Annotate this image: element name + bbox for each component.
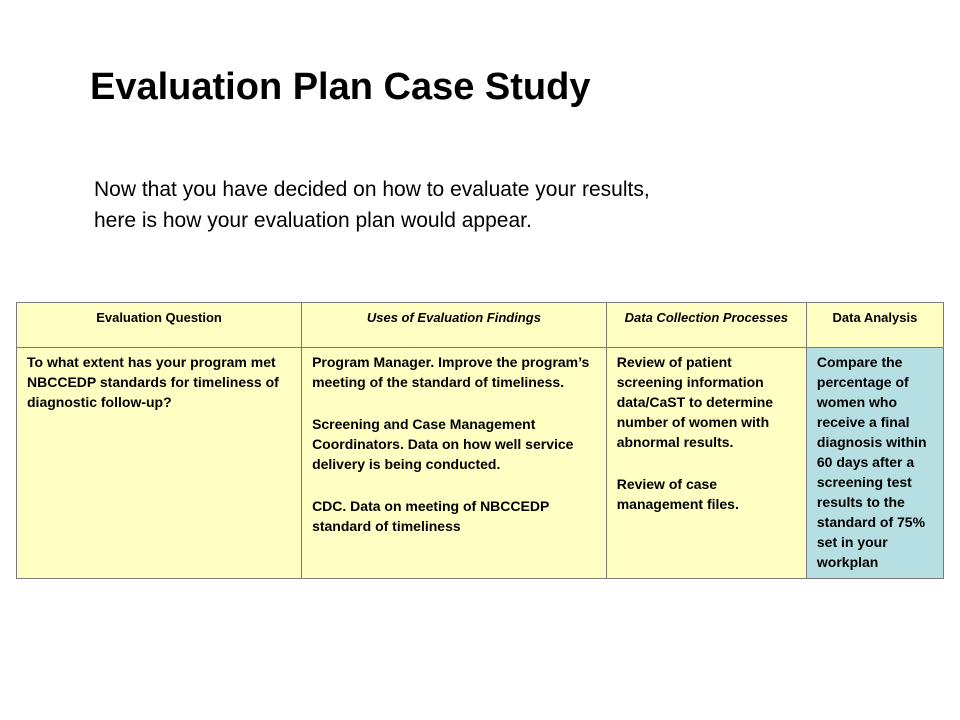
- evaluation-plan-table: [16, 302, 944, 579]
- table-header-row: [17, 303, 944, 348]
- use-cdc: CDC. Data on meeting of NBCCEDP standard of timeliness: [312, 498, 550, 534]
- collection-case-files: Review of case management files.: [616, 476, 739, 512]
- header-data-collection: Data Collection Processes: [606, 303, 806, 348]
- cell-data-analysis: Compare the percentage of women who receive a final diagnosis within 60 days after a screening test results to the standard of 75% set in your workplan: [806, 348, 943, 579]
- cell-uses-of-findings: [302, 348, 607, 579]
- cell-evaluation-question: To what extent has your program met NBCCEDP standards for timeliness of diagnostic follow-up?: [17, 348, 302, 579]
- header-uses-of-findings: Uses of Evaluation Findings: [302, 303, 607, 348]
- header-data-analysis: Data Analysis: [806, 303, 943, 348]
- cell-data-collection: [606, 348, 806, 579]
- collection-patient-screening: Review of patient screening information data/CaST to determine number of women with abnormal results.: [616, 354, 774, 450]
- intro-line-2: here is how your evaluation plan would appear.: [94, 209, 532, 232]
- table-row: [17, 348, 944, 579]
- intro-text: [94, 174, 854, 236]
- intro-line-1: Now that you have decided on how to evaluate your results,: [94, 178, 650, 201]
- use-program-manager: Program Manager. Improve the program’s meeting of the standard of timeliness.: [312, 354, 590, 390]
- page-title: Evaluation Plan Case Study: [90, 66, 591, 108]
- header-evaluation-question: Evaluation Question: [17, 303, 302, 348]
- use-coordinators: Screening and Case Management Coordinators. Data on how well service delivery is being conducted.: [312, 416, 574, 472]
